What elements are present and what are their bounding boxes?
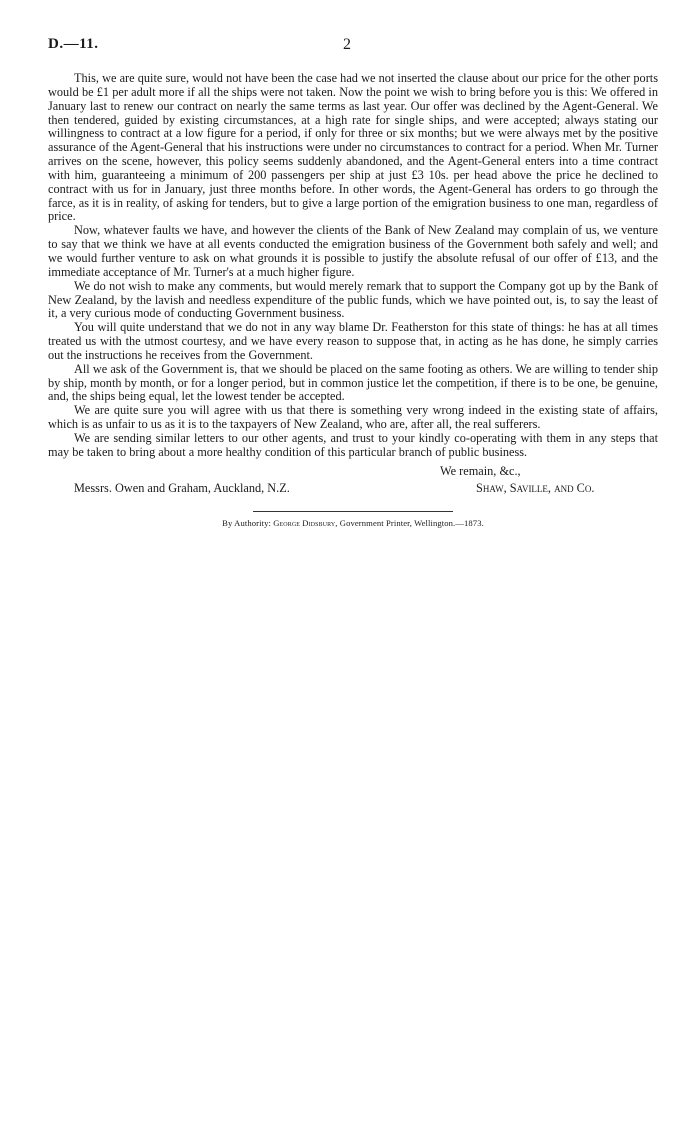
document-page [48,36,658,528]
paragraph: This, we are quite sure, would not have been the case had we not inserted the clause about our price for the other ports would be £1 per adult more if all the ships were not taken. Now the point we wish to bring before you is this: We offered in January last to renew our contract on nearly the same terms as last year. Our offer was declined by the Agent-General. We then tendered, guided by existing circumstances, at a high rate for single ships, and were accepted; always stating our willingness to contract at a low figure for a period, if only for three or six months; but we were always met by the positive assurance of the Agent-General that his instructions were under no circumstances to contract for a period. When Mr. Turner arrives on the scene, however, this policy seems suddenly abandoned, and the Agent-General enters into a time contract with him, guaranteeing a minimum of 200 passengers per ship at just £3 10s. per head above the price he declined to contract with us for in January, just three months before. In other words, the Agent-General has orders to go through the farce, as it is in reality, of asking for tenders, but to give a large portion of the emigration business to one man, regardless of price. [48,71,658,224]
imprint-prefix: By Authority: [222,517,271,528]
paragraph: Now, whatever faults we have, and however the clients of the Bank of New Zealand may complain of us, we venture to say that we think we have at all events conducted the emigration business of the Government both safely and well; and we would further venture to ask on what grounds it is possible to justify the absolute refusal of our offer of £13, and the immediate acceptance of Mr. Turner's at a much higher figure. [48,223,658,279]
paragraph: We are sending similar letters to our other agents, and trust to your kindly co-operating with them in any steps that may be taken to bring about a more healthy condition of this particular branch of public business. [48,430,658,459]
imprint-printer: George Didsbury [273,517,336,528]
paragraph: All we ask of the Government is, that we should be placed on the same footing as others. We are willing to tender ship by ship, month by month, or for a longer period, but in common justice let the competition, if there is to be one, be genuine, and, the ships being equal, let the lowest tender be accepted. [48,361,658,404]
page-header [48,36,658,60]
letter-closing [48,463,658,497]
paragraph: You will quite understand that we do not in any way blame Dr. Featherston for this state of things: he has at all times treated us with the utmost courtesy, and we have every reason to suppose that, in acting as he has done, he simply carries out the instructions he receives from the Government. [48,320,658,362]
paragraph: We do not wish to make any comments, but would merely remark that to support the Company got up by the Bank of New Zealand, by the lavish and needless expenditure of the public funds, which we have pointed out, is, to say the least of it, a very curious mode of conducting Government business. [48,278,658,321]
printer-imprint [48,518,658,528]
footer-rule [253,511,453,512]
imprint-suffix: , Government Printer, Wellington.—1873. [335,517,484,528]
page-number: 2 [343,36,351,53]
document-reference: D.—11. [48,36,99,52]
signature: Shaw, Saville, and Co. [476,480,595,495]
paragraph: We are quite sure you will agree with us that there is something very wrong indeed in the existing state of affairs, which is as unfair to us as it is to the taxpayers of New Zealand, who are, after all, the real sufferers. [48,403,658,432]
letter-body [48,72,658,460]
addressee: Messrs. Owen and Graham, Auckland, N.Z. [74,480,290,495]
valediction: We remain, &c., [440,463,521,478]
